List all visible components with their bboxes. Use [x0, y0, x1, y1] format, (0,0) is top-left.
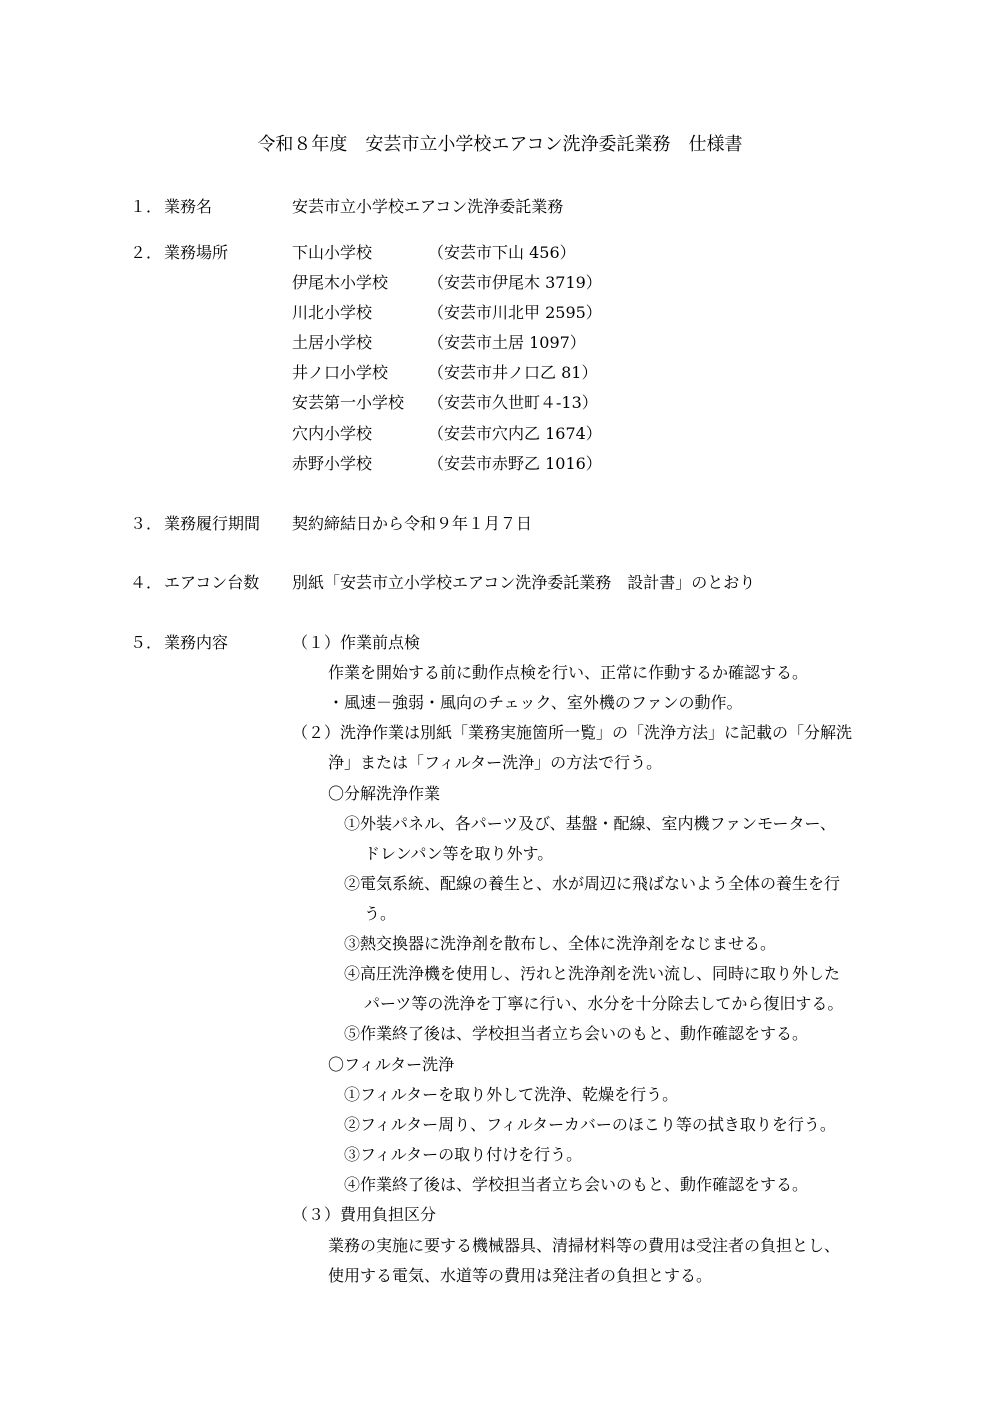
step-line: ②フィルター周り、フィルターカバーのほこり等の拭き取りを行う。 — [344, 1115, 836, 1134]
section-4-number: ４． — [130, 573, 163, 592]
school-address: （安芸市川北甲 2595） — [428, 303, 602, 322]
school-name: 伊尾木小学校 — [292, 273, 389, 292]
step-continuation: パーツ等の洗浄を丁寧に行い、水分を十分除去してから復旧する。 — [364, 994, 844, 1013]
section-3-label: 業務履行期間 — [164, 514, 261, 533]
section-3-number: ３． — [130, 514, 163, 533]
school-address: （安芸市土居 1097） — [428, 333, 586, 352]
section-5-number: ５． — [130, 633, 163, 652]
school-name: 穴内小学校 — [292, 424, 373, 443]
subsection-heading: （３）費用負担区分 — [292, 1205, 437, 1224]
section-1-value: 安芸市立小学校エアコン洗浄委託業務 — [292, 197, 564, 216]
method-heading: 〇フィルター洗浄 — [328, 1055, 455, 1074]
school-name: 赤野小学校 — [292, 454, 373, 473]
step-line: ③熱交換器に洗浄剤を散布し、全体に洗浄剤をなじませる。 — [344, 934, 777, 953]
school-name: 安芸第一小学校 — [292, 393, 405, 412]
step-line: ④高圧洗浄機を使用し、汚れと洗浄剤を洗い流し、同時に取り外した — [344, 964, 841, 983]
body-line: 業務の実施に要する機械器具、清掃材料等の費用は受注者の負担とし、 — [328, 1236, 841, 1255]
section-2-number: ２． — [130, 243, 163, 262]
method-heading: 〇分解洗浄作業 — [328, 784, 441, 803]
step-continuation: ドレンパン等を取り外す。 — [364, 844, 554, 863]
school-address: （安芸市伊尾木 3719） — [428, 273, 602, 292]
step-line: ④作業終了後は、学校担当者立ち会いのもと、動作確認をする。 — [344, 1175, 809, 1194]
school-address: （安芸市下山 456） — [428, 243, 576, 262]
school-name: 土居小学校 — [292, 333, 373, 352]
school-name: 川北小学校 — [292, 303, 373, 322]
step-line: ①フィルターを取り外して洗浄、乾燥を行う。 — [344, 1085, 679, 1104]
subsection-heading: （２）洗浄作業は別紙「業務実施箇所一覧」の「洗浄方法」に記載の「分解洗 — [292, 723, 853, 742]
body-line: 作業を開始する前に動作点検を行い、正常に作動するか確認する。 — [328, 663, 809, 682]
school-name: 下山小学校 — [292, 243, 373, 262]
step-line: ③フィルターの取り付けを行う。 — [344, 1145, 583, 1164]
section-2-label: 業務場所 — [164, 243, 229, 262]
body-line: 使用する電気、水道等の費用は発注者の負担とする。 — [328, 1266, 713, 1285]
school-name: 井ノ口小学校 — [292, 363, 389, 382]
step-line: ⑤作業終了後は、学校担当者立ち会いのもと、動作確認をする。 — [344, 1024, 809, 1043]
school-address: （安芸市穴内乙 1674） — [428, 424, 602, 443]
body-line: 浄」または「フィルター洗浄」の方法で行う。 — [328, 753, 663, 772]
bullet-line: ・風速－強弱・風向のチェック、室外機のファンの動作。 — [328, 693, 743, 712]
section-4-label: エアコン台数 — [164, 573, 260, 592]
step-line: ②電気系統、配線の養生と、水が周辺に飛ばないよう全体の養生を行 — [344, 874, 841, 893]
school-address: （安芸市赤野乙 1016） — [428, 454, 602, 473]
step-continuation: う。 — [364, 904, 397, 923]
school-address: （安芸市井ノ口乙 81） — [428, 363, 598, 382]
document-title: 令和８年度 安芸市立小学校エアコン洗浄委託業務 仕様書 — [257, 134, 743, 155]
section-1-label: 業務名 — [164, 197, 213, 216]
section-5-label: 業務内容 — [164, 633, 229, 652]
section-4-value: 別紙「安芸市立小学校エアコン洗浄委託業務 設計書」のとおり — [292, 573, 756, 592]
step-line: ①外装パネル、各パーツ及び、基盤・配線、室内機ファンモーター、 — [344, 814, 836, 833]
section-3-value: 契約締結日から令和９年１月７日 — [292, 514, 533, 533]
subsection-heading: （１）作業前点検 — [292, 633, 421, 652]
school-address: （安芸市久世町４-13） — [428, 393, 598, 412]
section-1-number: １． — [130, 197, 163, 216]
